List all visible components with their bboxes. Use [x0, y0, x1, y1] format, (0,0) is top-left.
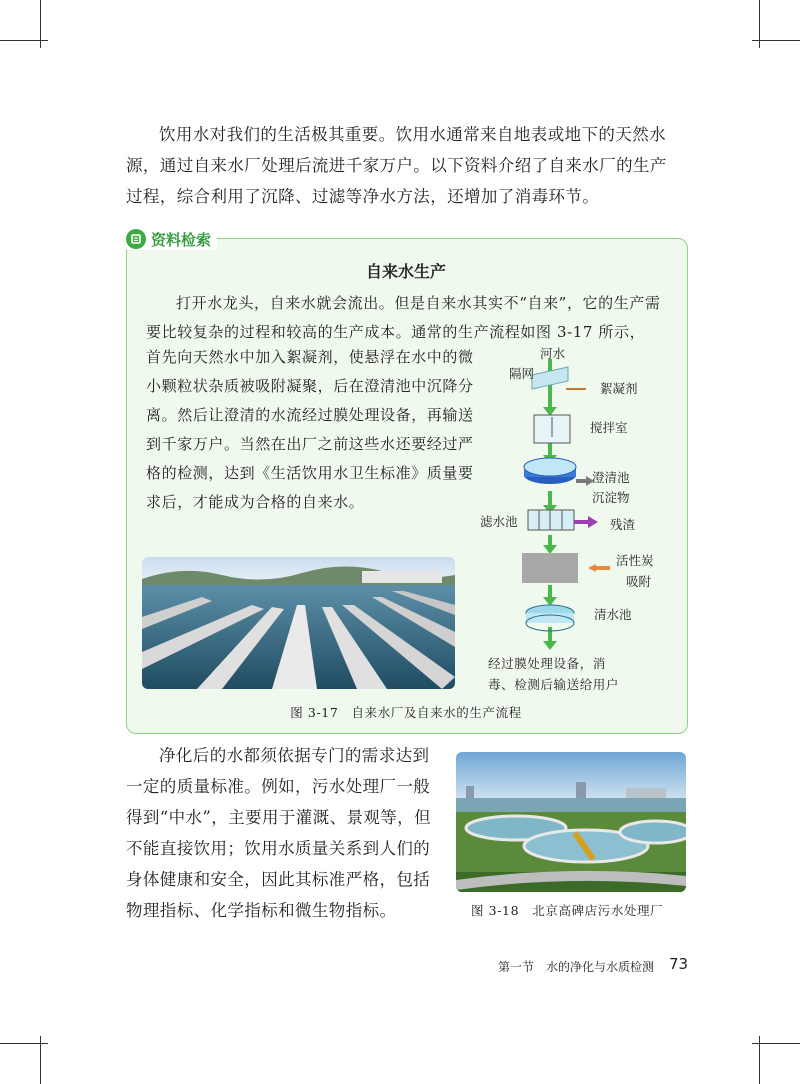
flow-label-mixing-room: 搅拌室	[590, 420, 628, 435]
figure-3-18-caption: 图 3-18 北京高碑店污水处理厂	[471, 903, 664, 918]
filter-pool	[528, 510, 574, 530]
intro-paragraph: 饮用水对我们的生活极其重要。饮用水通常来自地表或地下的天然水源，通过自来水厂处理后流进千家万户。以下资料介绍了自来水厂的生产过程，综合利用了沉降、过滤等净水方法，还增加了消毒环节。	[126, 125, 667, 206]
footer-section-title: 第一节 水的净化与水质检测	[498, 960, 655, 974]
flow-label-adsorption: 吸附	[626, 574, 652, 589]
flow-label-river: 河水	[540, 346, 566, 361]
resource-tag-label: 资料检索	[151, 230, 212, 249]
flow-label-filter-pool: 滤水池	[480, 514, 518, 529]
crop-mark	[0, 40, 48, 41]
flow-label-clarifier: 澄清池	[592, 470, 630, 485]
flow-label-flocculant: 絮凝剂	[600, 381, 638, 396]
flow-label-residue: 残渣	[610, 517, 636, 532]
flow-label-final-2: 毒、检测后输送给用户	[488, 677, 620, 692]
sewage-plant-photo	[456, 752, 686, 892]
crop-mark	[752, 1043, 800, 1044]
flow-label-final-1: 经过膜处理设备，消	[488, 656, 606, 671]
resource-paragraph-1: 打开水龙头，自来水就会流出。但是自来水其实不“自来”，它的生产需要比较复杂的过程和较高的生产成本。通常的生产流程如图 3-17 所示，	[146, 294, 661, 341]
resource-paragraph-2: 首先向天然水中加入絮凝剂，使悬浮在水中的微小颗粒状杂质被吸附凝聚，后在澄清池中沉降分离。然后让澄清的水流经过膜处理设备，再输送到千家万户。当然在出厂之前这些水还要经过严格的检测，达到《生活饮用水卫生标准》质量要求后，才能成为合格的自来水。	[146, 348, 474, 511]
resource-tag	[126, 228, 217, 250]
quality-paragraph: 净化后的水都须依据专门的需求达到一定的质量标准。例如，污水处理厂一般得到“中水”，主要用于灌溉、景观等，但不能直接饮用；饮用水质量关系到人们的身体健康和安全，因此其标准严格，包括物理指标、化学指标和微生物指标。	[126, 746, 431, 920]
water-plant-photo	[142, 557, 455, 689]
resource-box-title: 自来水生产	[365, 262, 446, 281]
crop-mark	[0, 1043, 48, 1044]
flow-label-sediment: 沉淀物	[592, 490, 630, 505]
crop-mark	[752, 40, 800, 41]
page-number: 73	[669, 955, 689, 973]
flow-label-clear-pool: 清水池	[594, 607, 632, 622]
magnifier-book-icon	[126, 229, 146, 249]
flow-label-screen: 隔网	[509, 366, 535, 381]
production-flow-diagram	[470, 345, 670, 665]
figure-3-17-caption: 图 3-17 自来水厂及自来水的生产流程	[290, 705, 522, 720]
carbon-adsorption-block	[522, 553, 578, 583]
flow-label-activated-carbon: 活性炭	[616, 553, 654, 568]
